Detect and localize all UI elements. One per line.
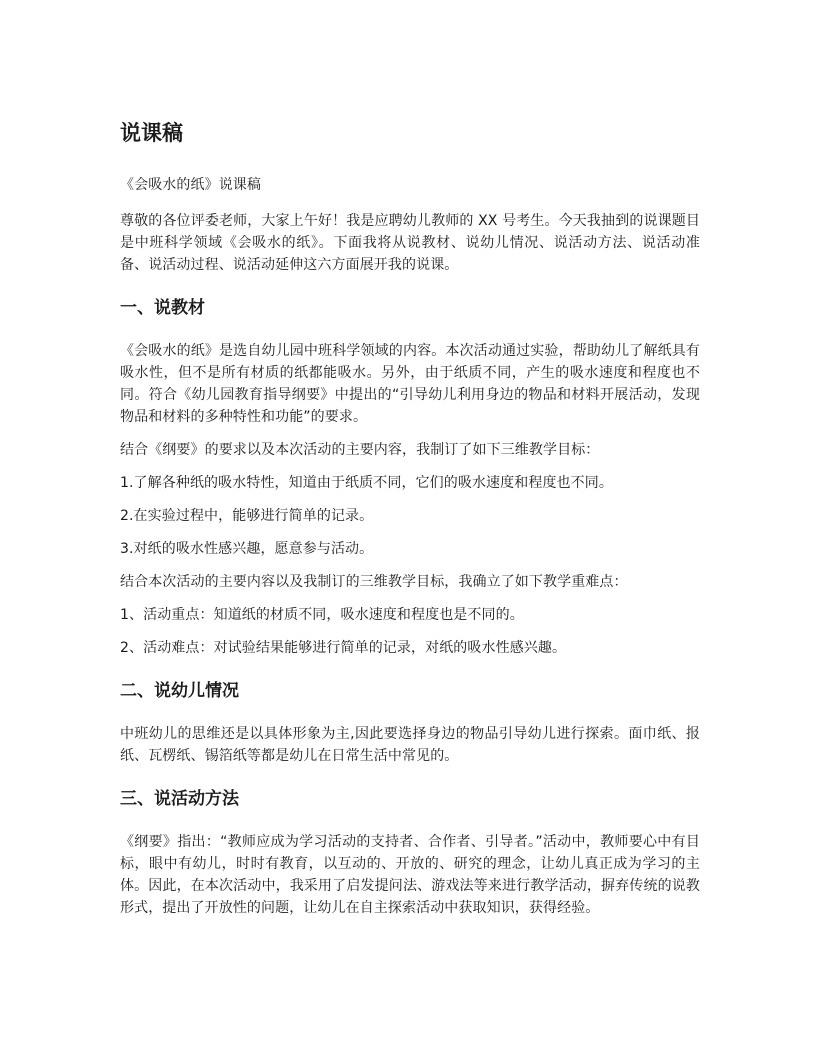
key-points-intro-paragraph: 结合本次活动的主要内容以及我制订的三维教学目标，我确立了如下教学重难点： xyxy=(120,574,628,590)
document-subtitle: 《会吸水的纸》说课稿 xyxy=(120,177,261,193)
children-paragraph: 中班幼儿的思维还是以具体形象为主,因此要选择身边的物品引导幼儿进行探索。面巾纸、报纸、瓦楞纸、锡箔纸等都是幼儿在日常生活中常见的。 xyxy=(120,726,700,764)
goal-item-1: 1.了解各种纸的吸水特性，知道由于纸质不同，它们的吸水速度和程度也不同。 xyxy=(120,475,613,491)
goals-intro-paragraph: 结合《纲要》的要求以及本次活动的主要内容，我制订了如下三维教学目标： xyxy=(120,442,600,458)
section-heading-children: 二、说幼儿情况 xyxy=(120,681,239,701)
textbook-paragraph: 《会吸水的纸》是选自幼儿园中班科学领域的内容。本次活动通过实验，帮助幼儿了解纸具有吸水性，但不是所有材质的纸都能吸水。另外，由于纸质不同，产生的吸水速度和程度也不同。符合《幼儿园教育指导纲要》中提出的“引导幼儿利用身边的物品和材料开展活动，发现物品和材料的多种特性和功能”的要求。 xyxy=(120,343,700,425)
document-title: 说课稿 xyxy=(120,121,183,145)
goal-item-3: 3.对纸的吸水性感兴趣，愿意参与活动。 xyxy=(120,541,374,557)
document-body xyxy=(120,118,700,930)
difficulty-item: 2、活动难点：对试验结果能够进行简单的记录，对纸的吸水性感兴趣。 xyxy=(120,640,567,656)
methods-paragraph: 《纲要》指出：“教师应成为学习活动的支持者、合作者、引导者。”活动中，教师要心中有目标，眼中有幼儿，时时有教育，以互动的、开放的、研究的理念，让幼儿真正成为学习的主体。因此，在本次活动中，我采用了启发提问法、游戏法等来进行教学活动，摒弃传统的说教形式，提出了开放性的问题，让幼儿在自主探索活动中获取知识，获得经验。 xyxy=(120,834,700,916)
intro-paragraph: 尊敬的各位评委老师，大家上午好！我是应聘幼儿教师的 XX 号考生。今天我抽到的说课题目是中班科学领域《会吸水的纸》。下面我将从说教材、说幼儿情况、说活动方法、说活动准备、说活动过程、说活动延伸这六方面展开我的说课。 xyxy=(120,213,700,273)
goal-item-2: 2.在实验过程中，能够进行简单的记录。 xyxy=(120,508,374,524)
section-heading-methods: 三、说活动方法 xyxy=(120,789,239,809)
section-heading-textbook: 一、说教材 xyxy=(120,298,205,318)
key-point-item: 1、活动重点：知道纸的材质不同，吸水速度和程度也是不同的。 xyxy=(120,607,524,623)
